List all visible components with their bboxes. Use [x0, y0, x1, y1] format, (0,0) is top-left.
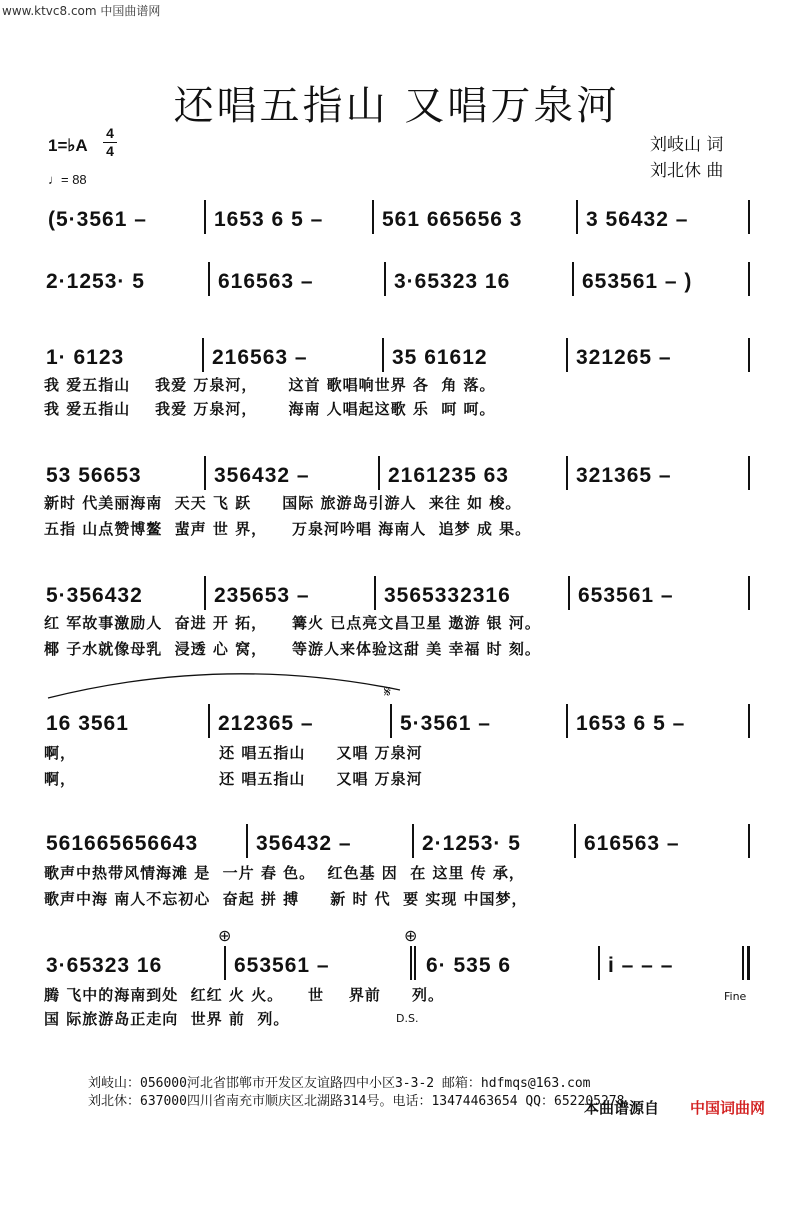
- lyric-verse-2: 椰 子水就像母乳 浸透 心 窝， 等游人来体验这甜 美 幸福 时 刻。: [44, 640, 541, 658]
- measure: 35 61612: [392, 346, 488, 369]
- score-row-2: [44, 262, 754, 296]
- measure: 653561 – ): [582, 270, 693, 293]
- measure: 5·3561 –: [400, 712, 491, 735]
- measure: 356432 –: [256, 832, 352, 855]
- composer-credit: 刘北休 曲: [650, 161, 724, 181]
- lyric-verse-2: 我 爱五指山 我爱 万泉河， 海南 人唱起这歌 乐 呵 呵。: [44, 400, 496, 418]
- measure: 3 56432 –: [586, 208, 689, 231]
- score-row-8: [44, 946, 754, 980]
- measure: 561 665656 3: [382, 208, 523, 231]
- measure: 321365 –: [576, 464, 672, 487]
- page-title: 还唱五指山 又唱万泉河: [173, 83, 620, 129]
- measure: 6· 535 6: [426, 954, 512, 977]
- measure: 3·65323 16: [46, 954, 163, 977]
- measure: 235653 –: [214, 584, 310, 607]
- meter-top: 4: [106, 125, 114, 141]
- lyric-verse-1: 腾 飞中的海南到处 红红 火 火。 世 界前 列。: [44, 986, 445, 1004]
- lyric-verse-2: 啊， 还 唱五指山 又唱 万泉河: [44, 770, 423, 788]
- lyricist-credit: 刘岐山 词: [650, 135, 724, 155]
- fine-mark: Fine: [724, 990, 747, 1003]
- measure: 1653 6 5 –: [576, 712, 686, 735]
- lyric-verse-1: 我 爱五指山 我爱 万泉河， 这首 歌唱响世界 各 角 落。: [44, 376, 496, 394]
- score-row-5: [44, 576, 754, 610]
- score-row-3: [44, 338, 754, 372]
- measure: 3·65323 16: [394, 270, 511, 293]
- measure: 3565332316: [384, 584, 511, 607]
- measure: 216563 –: [212, 346, 308, 369]
- measure: 212365 –: [218, 712, 314, 735]
- source-site-link[interactable]: 中国词曲网: [690, 1099, 766, 1117]
- lyric-verse-2: 歌声中海 南人不忘初心 奋起 拼 搏 新 时 代 要 实现 中国梦，: [44, 890, 528, 908]
- segno-sign: 𝄋: [384, 682, 391, 701]
- measure: (5·3561 –: [48, 208, 147, 231]
- meter-bottom: 4: [106, 143, 114, 159]
- lyric-verse-2: 国 际旅游岛正走向 世界 前 列。: [44, 1010, 290, 1028]
- coda-sign: ⊕: [404, 926, 418, 945]
- lyric-verse-1: 歌声中热带风情海滩 是 一片 春 色。 红色基 因 在 这里 传 承，: [44, 864, 525, 882]
- measure: 616563 –: [218, 270, 314, 293]
- measure: 653561 –: [578, 584, 674, 607]
- measure: 2·1253· 5: [46, 270, 145, 293]
- score-row-1: [44, 200, 754, 234]
- score-row-7: [44, 824, 754, 858]
- measure: i – – –: [608, 954, 674, 977]
- watermark: www.ktvc8.com 中国曲谱网: [2, 4, 161, 18]
- lyric-verse-1: 啊， 还 唱五指山 又唱 万泉河: [44, 744, 423, 762]
- measure: 2161235 63: [388, 464, 509, 487]
- tempo-mark: ♩= 88: [48, 172, 87, 187]
- measure: 653561 –: [234, 954, 330, 977]
- score-row-6: [44, 704, 754, 738]
- footer-line-1: 刘岐山：056000河北省邯郸市开发区友谊路四中小区3-3-2 邮箱：hdfmqs@163.com: [88, 1076, 591, 1091]
- measure: 1· 6123: [46, 346, 125, 369]
- measure: 2·1253· 5: [422, 832, 521, 855]
- lyric-verse-2: 五指 山点赞博鳌 蜚声 世 界， 万泉河吟唱 海南人 追梦 成 果。: [44, 520, 532, 538]
- measure: 53 56653: [46, 464, 142, 487]
- measure: 5·356432: [46, 584, 143, 607]
- measure: 616563 –: [584, 832, 680, 855]
- source-label: 本曲谱源自: [584, 1099, 660, 1117]
- measure: 356432 –: [214, 464, 310, 487]
- measure: 321265 –: [576, 346, 672, 369]
- score-row-4: [44, 456, 754, 490]
- measure: 16 3561: [46, 712, 129, 735]
- coda-sign: ⊕: [218, 926, 232, 945]
- measure: 1653 6 5 –: [214, 208, 324, 231]
- footer-line-2: 刘北休：637000四川省南充市顺庆区北湖路314号。电话：13474463654 QQ：652205278: [88, 1094, 625, 1109]
- lyric-verse-1: 红 军故事激励人 奋进 开 拓， 篝火 已点亮文昌卫星 遨游 银 河。: [44, 614, 541, 632]
- time-signature: [103, 126, 117, 159]
- phrase-slur: [44, 660, 404, 700]
- measure: 561665656643: [46, 832, 199, 855]
- lyric-verse-1: 新时 代美丽海南 天天 飞 跃 国际 旅游岛引游人 来往 如 梭。: [44, 494, 522, 512]
- ds-mark: D.S.: [396, 1012, 419, 1025]
- key-signature: 1=♭A: [48, 136, 88, 155]
